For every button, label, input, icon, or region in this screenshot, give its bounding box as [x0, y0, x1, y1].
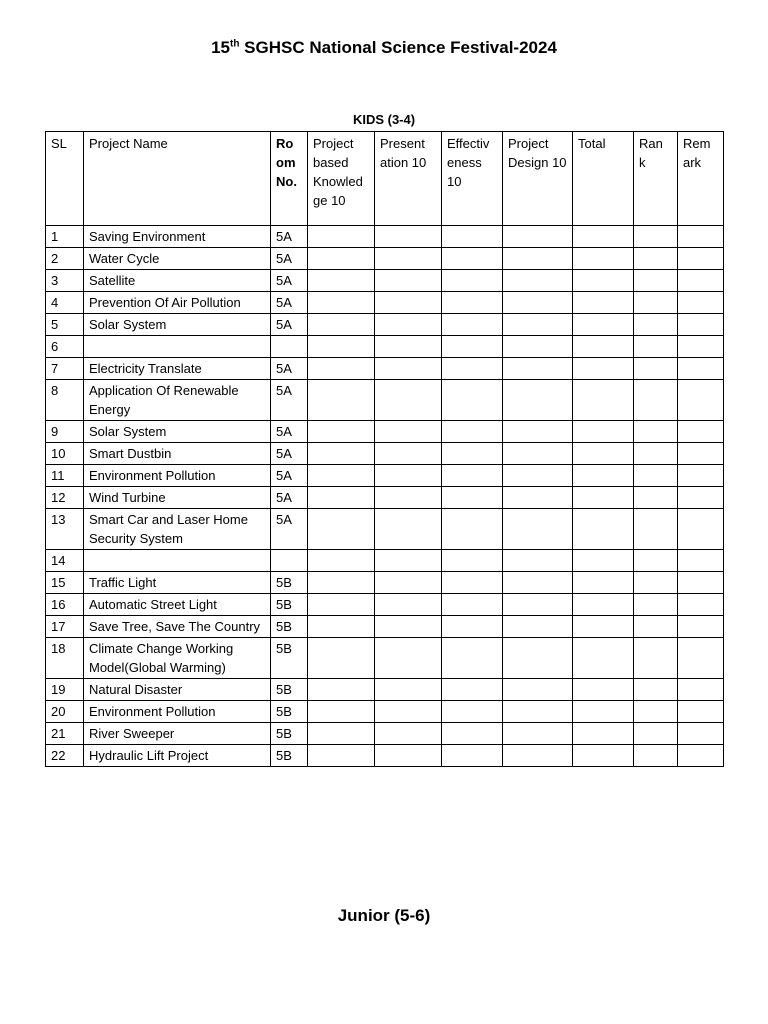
table-row — [46, 465, 724, 487]
cell-room-no: 5B — [271, 572, 308, 594]
table-row — [46, 679, 724, 701]
cell-project-name: Solar System — [84, 421, 271, 443]
table-row — [46, 550, 724, 572]
cell-effectiveness — [442, 226, 503, 248]
header-rank: Ran k — [634, 132, 678, 226]
cell-total — [573, 226, 634, 248]
cell-sl: 20 — [46, 701, 84, 723]
cell-total — [573, 314, 634, 336]
cell-rank — [634, 226, 678, 248]
cell-knowledge — [308, 380, 375, 421]
header-room-no: Ro om No. — [271, 132, 308, 226]
cell-presentation — [375, 358, 442, 380]
cell-presentation — [375, 638, 442, 679]
cell-knowledge — [308, 226, 375, 248]
header-presentation: Present ation 10 — [375, 132, 442, 226]
cell-knowledge — [308, 723, 375, 745]
cell-total — [573, 594, 634, 616]
cell-remark — [678, 701, 724, 723]
cell-knowledge — [308, 638, 375, 679]
cell-remark — [678, 616, 724, 638]
cell-presentation — [375, 421, 442, 443]
cell-room-no: 5B — [271, 723, 308, 745]
table-row — [46, 270, 724, 292]
cell-room-no: 5A — [271, 465, 308, 487]
cell-knowledge — [308, 594, 375, 616]
cell-remark — [678, 465, 724, 487]
cell-sl: 12 — [46, 487, 84, 509]
table-row — [46, 358, 724, 380]
cell-knowledge — [308, 421, 375, 443]
cell-presentation — [375, 226, 442, 248]
cell-remark — [678, 226, 724, 248]
cell-project-name: Traffic Light — [84, 572, 271, 594]
cell-knowledge — [308, 336, 375, 358]
cell-effectiveness — [442, 572, 503, 594]
cell-rank — [634, 465, 678, 487]
cell-sl: 9 — [46, 421, 84, 443]
cell-rank — [634, 616, 678, 638]
cell-knowledge — [308, 314, 375, 336]
cell-project-design — [503, 594, 573, 616]
cell-presentation — [375, 616, 442, 638]
cell-rank — [634, 638, 678, 679]
cell-total — [573, 270, 634, 292]
cell-presentation — [375, 487, 442, 509]
cell-project-name: Saving Environment — [84, 226, 271, 248]
cell-project-name: Hydraulic Lift Project — [84, 745, 271, 767]
table-row — [46, 226, 724, 248]
cell-effectiveness — [442, 248, 503, 270]
cell-remark — [678, 594, 724, 616]
cell-total — [573, 701, 634, 723]
cell-project-design — [503, 270, 573, 292]
cell-effectiveness — [442, 594, 503, 616]
cell-remark — [678, 745, 724, 767]
cell-project-design — [503, 465, 573, 487]
cell-room-no: 5B — [271, 701, 308, 723]
table-row — [46, 380, 724, 421]
cell-remark — [678, 443, 724, 465]
header-total: Total — [573, 132, 634, 226]
cell-remark — [678, 270, 724, 292]
cell-total — [573, 638, 634, 679]
cell-rank — [634, 701, 678, 723]
cell-total — [573, 336, 634, 358]
cell-project-design — [503, 358, 573, 380]
cell-sl: 7 — [46, 358, 84, 380]
cell-presentation — [375, 701, 442, 723]
cell-presentation — [375, 380, 442, 421]
cell-project-name: Water Cycle — [84, 248, 271, 270]
cell-total — [573, 745, 634, 767]
cell-rank — [634, 270, 678, 292]
cell-presentation — [375, 509, 442, 550]
cell-total — [573, 358, 634, 380]
cell-total — [573, 679, 634, 701]
table-row — [46, 336, 724, 358]
cell-rank — [634, 509, 678, 550]
cell-presentation — [375, 745, 442, 767]
cell-presentation — [375, 465, 442, 487]
cell-sl: 1 — [46, 226, 84, 248]
cell-project-name: Natural Disaster — [84, 679, 271, 701]
cell-remark — [678, 380, 724, 421]
cell-project-name: Application Of Renewable Energy — [84, 380, 271, 421]
cell-total — [573, 380, 634, 421]
cell-rank — [634, 572, 678, 594]
cell-room-no: 5A — [271, 292, 308, 314]
cell-effectiveness — [442, 550, 503, 572]
table-row — [46, 509, 724, 550]
cell-knowledge — [308, 745, 375, 767]
cell-project-name: Smart Dustbin — [84, 443, 271, 465]
cell-project-design — [503, 638, 573, 679]
cell-presentation — [375, 292, 442, 314]
cell-remark — [678, 679, 724, 701]
cell-remark — [678, 314, 724, 336]
cell-total — [573, 248, 634, 270]
cell-knowledge — [308, 701, 375, 723]
cell-project-name: Climate Change Working Model(Global Warming) — [84, 638, 271, 679]
cell-project-name — [84, 550, 271, 572]
cell-presentation — [375, 679, 442, 701]
cell-room-no: 5A — [271, 509, 308, 550]
cell-project-name: Environment Pollution — [84, 465, 271, 487]
cell-sl: 10 — [46, 443, 84, 465]
cell-room-no: 5A — [271, 226, 308, 248]
cell-project-design — [503, 572, 573, 594]
cell-project-design — [503, 550, 573, 572]
cell-knowledge — [308, 270, 375, 292]
cell-sl: 18 — [46, 638, 84, 679]
table-row — [46, 443, 724, 465]
cell-sl: 15 — [46, 572, 84, 594]
table-row — [46, 701, 724, 723]
cell-project-design — [503, 487, 573, 509]
cell-project-design — [503, 701, 573, 723]
cell-presentation — [375, 550, 442, 572]
cell-sl: 6 — [46, 336, 84, 358]
title-suffix: th — [230, 38, 240, 50]
cell-effectiveness — [442, 465, 503, 487]
cell-project-name: Satellite — [84, 270, 271, 292]
header-row — [46, 132, 724, 226]
cell-presentation — [375, 572, 442, 594]
cell-project-design — [503, 336, 573, 358]
cell-knowledge — [308, 572, 375, 594]
cell-project-name: Automatic Street Light — [84, 594, 271, 616]
cell-effectiveness — [442, 745, 503, 767]
cell-remark — [678, 248, 724, 270]
cell-effectiveness — [442, 270, 503, 292]
cell-room-no: 5A — [271, 358, 308, 380]
cell-effectiveness — [442, 638, 503, 679]
cell-rank — [634, 723, 678, 745]
table-row — [46, 616, 724, 638]
cell-project-design — [503, 616, 573, 638]
cell-project-design — [503, 443, 573, 465]
cell-project-design — [503, 292, 573, 314]
cell-sl: 13 — [46, 509, 84, 550]
cell-remark — [678, 336, 724, 358]
cell-total — [573, 465, 634, 487]
table-row — [46, 745, 724, 767]
cell-remark — [678, 723, 724, 745]
cell-rank — [634, 421, 678, 443]
cell-effectiveness — [442, 616, 503, 638]
header-knowledge: Project based Knowled ge 10 — [308, 132, 375, 226]
cell-rank — [634, 358, 678, 380]
cell-room-no: 5B — [271, 679, 308, 701]
cell-rank — [634, 248, 678, 270]
cell-presentation — [375, 723, 442, 745]
cell-knowledge — [308, 443, 375, 465]
cell-effectiveness — [442, 380, 503, 421]
cell-effectiveness — [442, 421, 503, 443]
cell-project-design — [503, 679, 573, 701]
cell-knowledge — [308, 487, 375, 509]
cell-project-design — [503, 226, 573, 248]
cell-rank — [634, 594, 678, 616]
cell-effectiveness — [442, 723, 503, 745]
cell-project-design — [503, 745, 573, 767]
cell-room-no: 5B — [271, 745, 308, 767]
cell-project-design — [503, 380, 573, 421]
cell-sl: 19 — [46, 679, 84, 701]
cell-effectiveness — [442, 509, 503, 550]
table-row — [46, 723, 724, 745]
cell-project-design — [503, 314, 573, 336]
table-row — [46, 421, 724, 443]
cell-effectiveness — [442, 443, 503, 465]
section-heading: KIDS (3-4) — [352, 112, 416, 127]
table-row — [46, 314, 724, 336]
cell-effectiveness — [442, 487, 503, 509]
cell-sl: 21 — [46, 723, 84, 745]
cell-project-name: Wind Turbine — [84, 487, 271, 509]
header-remark: Rem ark — [678, 132, 724, 226]
cell-room-no: 5A — [271, 248, 308, 270]
cell-project-design — [503, 509, 573, 550]
cell-room-no: 5A — [271, 380, 308, 421]
table-row — [46, 487, 724, 509]
title-number: 15 — [211, 38, 230, 57]
score-table-body — [46, 226, 724, 767]
header-project-design: Project Design 10 — [503, 132, 573, 226]
cell-remark — [678, 638, 724, 679]
header-effectiveness: Effectiv eness 10 — [442, 132, 503, 226]
cell-project-design — [503, 421, 573, 443]
title-text: SGHSC National Science Festival-2024 — [239, 38, 557, 57]
document-title — [0, 38, 768, 58]
cell-knowledge — [308, 509, 375, 550]
cell-total — [573, 572, 634, 594]
cell-effectiveness — [442, 314, 503, 336]
cell-sl: 4 — [46, 292, 84, 314]
cell-room-no: 5A — [271, 314, 308, 336]
cell-room-no: 5A — [271, 487, 308, 509]
cell-knowledge — [308, 679, 375, 701]
cell-knowledge — [308, 616, 375, 638]
cell-remark — [678, 487, 724, 509]
cell-total — [573, 292, 634, 314]
table-row — [46, 292, 724, 314]
cell-effectiveness — [442, 679, 503, 701]
cell-presentation — [375, 594, 442, 616]
cell-remark — [678, 572, 724, 594]
cell-effectiveness — [442, 701, 503, 723]
cell-rank — [634, 745, 678, 767]
cell-sl: 22 — [46, 745, 84, 767]
cell-rank — [634, 336, 678, 358]
cell-project-name — [84, 336, 271, 358]
header-project-name: Project Name — [84, 132, 271, 226]
cell-rank — [634, 292, 678, 314]
cell-rank — [634, 380, 678, 421]
cell-rank — [634, 443, 678, 465]
cell-effectiveness — [442, 292, 503, 314]
cell-knowledge — [308, 292, 375, 314]
score-table — [45, 131, 724, 767]
cell-effectiveness — [442, 336, 503, 358]
cell-total — [573, 509, 634, 550]
cell-knowledge — [308, 358, 375, 380]
cell-room-no — [271, 336, 308, 358]
cell-total — [573, 616, 634, 638]
cell-presentation — [375, 270, 442, 292]
cell-presentation — [375, 443, 442, 465]
cell-room-no: 5A — [271, 270, 308, 292]
cell-knowledge — [308, 550, 375, 572]
cell-sl: 11 — [46, 465, 84, 487]
table-row — [46, 248, 724, 270]
cell-sl: 16 — [46, 594, 84, 616]
cell-project-name: River Sweeper — [84, 723, 271, 745]
cell-effectiveness — [442, 358, 503, 380]
cell-presentation — [375, 314, 442, 336]
cell-rank — [634, 679, 678, 701]
cell-room-no: 5B — [271, 616, 308, 638]
cell-room-no — [271, 550, 308, 572]
cell-sl: 14 — [46, 550, 84, 572]
cell-project-design — [503, 248, 573, 270]
cell-knowledge — [308, 465, 375, 487]
cell-sl: 17 — [46, 616, 84, 638]
cell-total — [573, 723, 634, 745]
header-sl: SL — [46, 132, 84, 226]
cell-presentation — [375, 336, 442, 358]
cell-knowledge — [308, 248, 375, 270]
cell-room-no: 5A — [271, 421, 308, 443]
cell-remark — [678, 292, 724, 314]
cell-sl: 3 — [46, 270, 84, 292]
cell-project-design — [503, 723, 573, 745]
cell-room-no: 5B — [271, 594, 308, 616]
table-row — [46, 638, 724, 679]
cell-total — [573, 550, 634, 572]
cell-remark — [678, 358, 724, 380]
cell-rank — [634, 550, 678, 572]
cell-total — [573, 443, 634, 465]
cell-project-name: Smart Car and Laser Home Security System — [84, 509, 271, 550]
cell-remark — [678, 550, 724, 572]
cell-project-name: Environment Pollution — [84, 701, 271, 723]
cell-sl: 8 — [46, 380, 84, 421]
cell-project-name: Electricity Translate — [84, 358, 271, 380]
cell-sl: 2 — [46, 248, 84, 270]
cell-total — [573, 421, 634, 443]
cell-room-no: 5A — [271, 443, 308, 465]
cell-total — [573, 487, 634, 509]
cell-project-name: Save Tree, Save The Country — [84, 616, 271, 638]
junior-heading: Junior (5-6) — [337, 906, 431, 925]
cell-presentation — [375, 248, 442, 270]
cell-room-no: 5B — [271, 638, 308, 679]
cell-remark — [678, 509, 724, 550]
table-row — [46, 572, 724, 594]
cell-remark — [678, 421, 724, 443]
cell-sl: 5 — [46, 314, 84, 336]
cell-project-name: Prevention Of Air Pollution — [84, 292, 271, 314]
cell-project-name: Solar System — [84, 314, 271, 336]
cell-rank — [634, 487, 678, 509]
cell-rank — [634, 314, 678, 336]
table-row — [46, 594, 724, 616]
